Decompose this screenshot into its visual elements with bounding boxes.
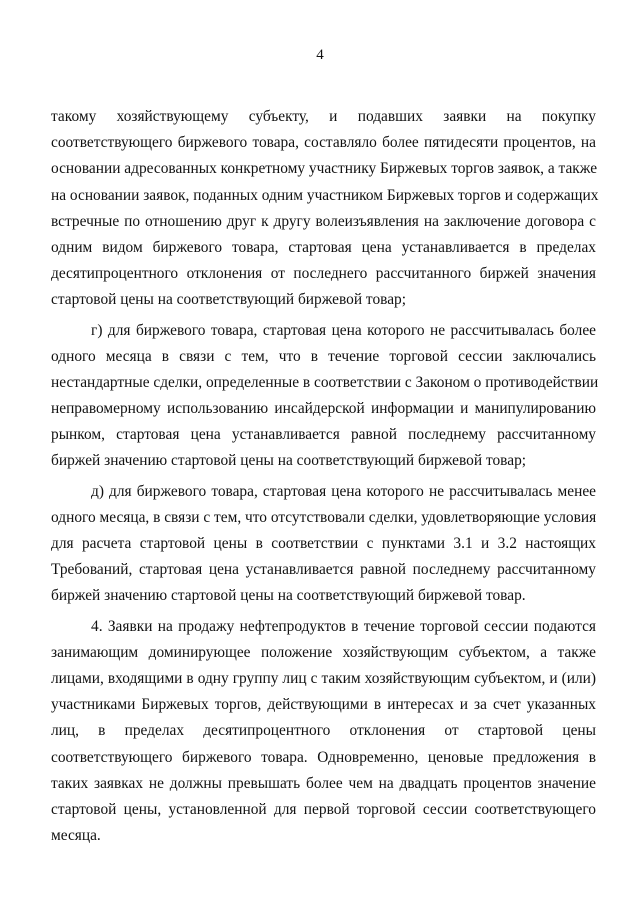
document-body bbox=[51, 104, 599, 849]
text-line: для расчета стартовой цены в соответствии с пунктами 3.1 и 3.2 настоящих bbox=[51, 535, 596, 552]
text-line: соответствующего биржевого товара, составляло более пятидесяти процентов, на bbox=[51, 134, 596, 152]
text-line: на основании заявок, поданных одним участником Биржевых торгов и содержащих bbox=[51, 186, 599, 204]
text-line: 4. Заявки на продажу нефтепродуктов в течение торговой сессии подаются bbox=[91, 617, 596, 635]
paragraph-section-4 bbox=[51, 614, 596, 850]
text-line: одного месяца, в связи с тем, что отсутствовали сделки, удовлетворяющие условия bbox=[51, 508, 597, 526]
text-line: основании адресованных конкретному участнику Биржевых торгов заявок, а также bbox=[51, 160, 598, 178]
text-line: стартовой цены на соответствующий биржевой товар; bbox=[51, 291, 407, 309]
text-line: биржей значению стартовой цены на соответствующий биржевой товар; bbox=[51, 452, 527, 470]
text-line: лиц, в пределах десятипроцентного отклонения от стартовой цены bbox=[51, 722, 596, 740]
text-line: д) для биржевого товара, стартовая цена которого не рассчитывалась менее bbox=[91, 482, 596, 500]
paragraph-item-d bbox=[51, 479, 596, 610]
paragraph-item-g bbox=[51, 318, 599, 475]
text-line: участниками Биржевых торгов, действующими в интересах и за счет указанных bbox=[51, 696, 596, 714]
text-line: встречные по отношению друг к другу волеизъявления на заключение договора с bbox=[51, 212, 596, 230]
page-number: 4 bbox=[316, 47, 324, 63]
paragraph-continuation bbox=[51, 104, 599, 314]
text-line: такому хозяйствующему субъекту, и подавших заявки на покупку bbox=[51, 108, 596, 125]
text-line: одного месяца в связи с тем, что в течение торговой сессии заключались bbox=[51, 347, 596, 365]
text-line: таких заявках не должны превышать более чем на двадцать процентов значение bbox=[51, 774, 596, 792]
text-line: соответствующего биржевого товара. Одновременно, ценовые предложения в bbox=[51, 748, 596, 766]
text-line: десятипроцентного отклонения от последнего рассчитанного биржей значения bbox=[51, 265, 596, 283]
text-line: неправомерному использованию инсайдерской информации и манипулированию bbox=[51, 400, 596, 418]
text-line: г) для биржевого товара, стартовая цена которого не рассчитывалась более bbox=[91, 321, 596, 339]
text-line: месяца. bbox=[51, 827, 101, 845]
text-line: лицами, входящими в одну группу лиц с таким хозяйствующим субъектом, и (или) bbox=[51, 669, 596, 687]
text-line: стартовой цены, установленной для первой торговой сессии соответствующего bbox=[51, 800, 596, 818]
text-line: одним видом биржевого товара, стартовая цена устанавливается в пределах bbox=[51, 238, 596, 256]
text-line: рынком, стартовая цена устанавливается равной последнему рассчитанному bbox=[51, 426, 596, 444]
text-line: нестандартные сделки, определенные в соответствии с Законом о противодействии bbox=[51, 373, 599, 391]
text-line: занимающим доминирующее положение хозяйствующим субъектом, а также bbox=[51, 643, 596, 661]
text-line: Требований, стартовая цена устанавливается равной последнему рассчитанному bbox=[51, 561, 596, 579]
text-line: биржей значению стартовой цены на соответствующий биржевой товар. bbox=[51, 587, 526, 605]
